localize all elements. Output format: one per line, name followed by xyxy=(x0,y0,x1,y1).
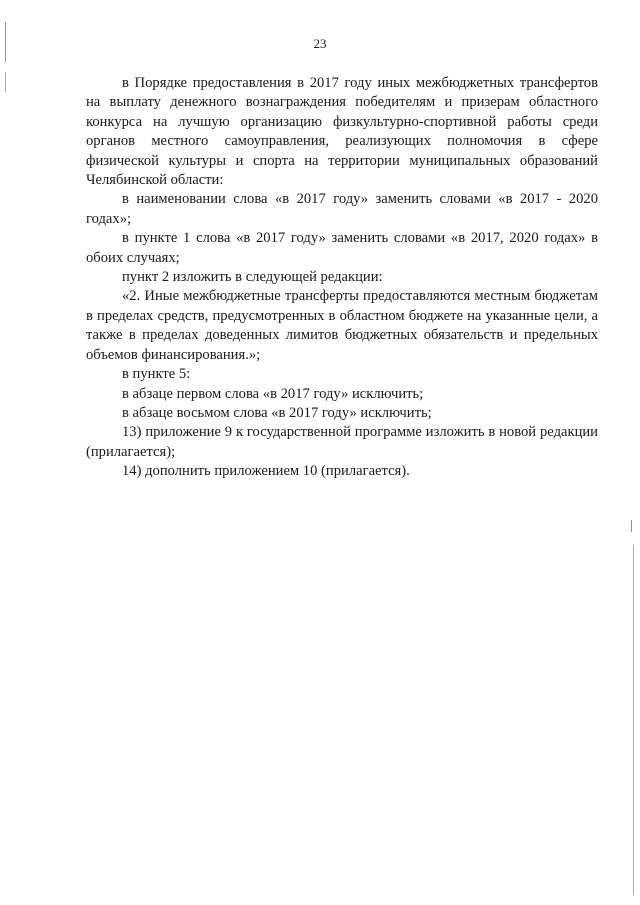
scan-edge-mark xyxy=(633,545,634,895)
paragraph-item-13: 13) приложение 9 к государственной программе изложить в новой редакции (прилагается); xyxy=(86,424,598,460)
document-body xyxy=(86,74,598,482)
paragraph-point-2-text: «2. Иные межбюджетные трансферты предоставляются местным бюджетам в пределах средств, предусмотренных в областном бюджете на указанные цели, а также в пределах доведенных лимитов бюджетных обязательств и предельных объемов финансирования.»; xyxy=(86,288,598,363)
paragraph-first-clause: в абзаце первом слова «в 2017 году» исключить; xyxy=(122,385,424,402)
page-number: 23 xyxy=(313,36,327,51)
paragraph-item-14: 14) дополнить приложением 10 (прилагается). xyxy=(122,463,410,480)
paragraph-title-change: в наименовании слова «в 2017 году» заменить словами «в 2017 - 2020 годах»; xyxy=(86,191,598,227)
scan-edge-mark xyxy=(5,72,6,92)
paragraph-procedure-2017: в Порядке предоставления в 2017 году иных межбюджетных трансфертов на выплату денежного вознаграждения победителям и призерам областного конкурса на лучшую организацию физкультурно-спортивной работы среди органов местного самоуправления, реализующих полномочия в сфере физической культуры и спорта на территории муниципальных образований Челябинской области: xyxy=(86,75,598,189)
paragraph-point-5-intro: в пункте 5: xyxy=(122,366,191,383)
paragraph-eighth-clause: в абзаце восьмом слова «в 2017 году» исключить; xyxy=(122,404,432,421)
paragraph-point-1-change: в пункте 1 слова «в 2017 году» заменить словами «в 2017, 2020 годах» в обоих случаях; xyxy=(86,230,598,266)
paragraph-point-2-intro: пункт 2 изложить в следующей редакции: xyxy=(122,269,383,286)
scan-edge-mark xyxy=(631,520,632,532)
